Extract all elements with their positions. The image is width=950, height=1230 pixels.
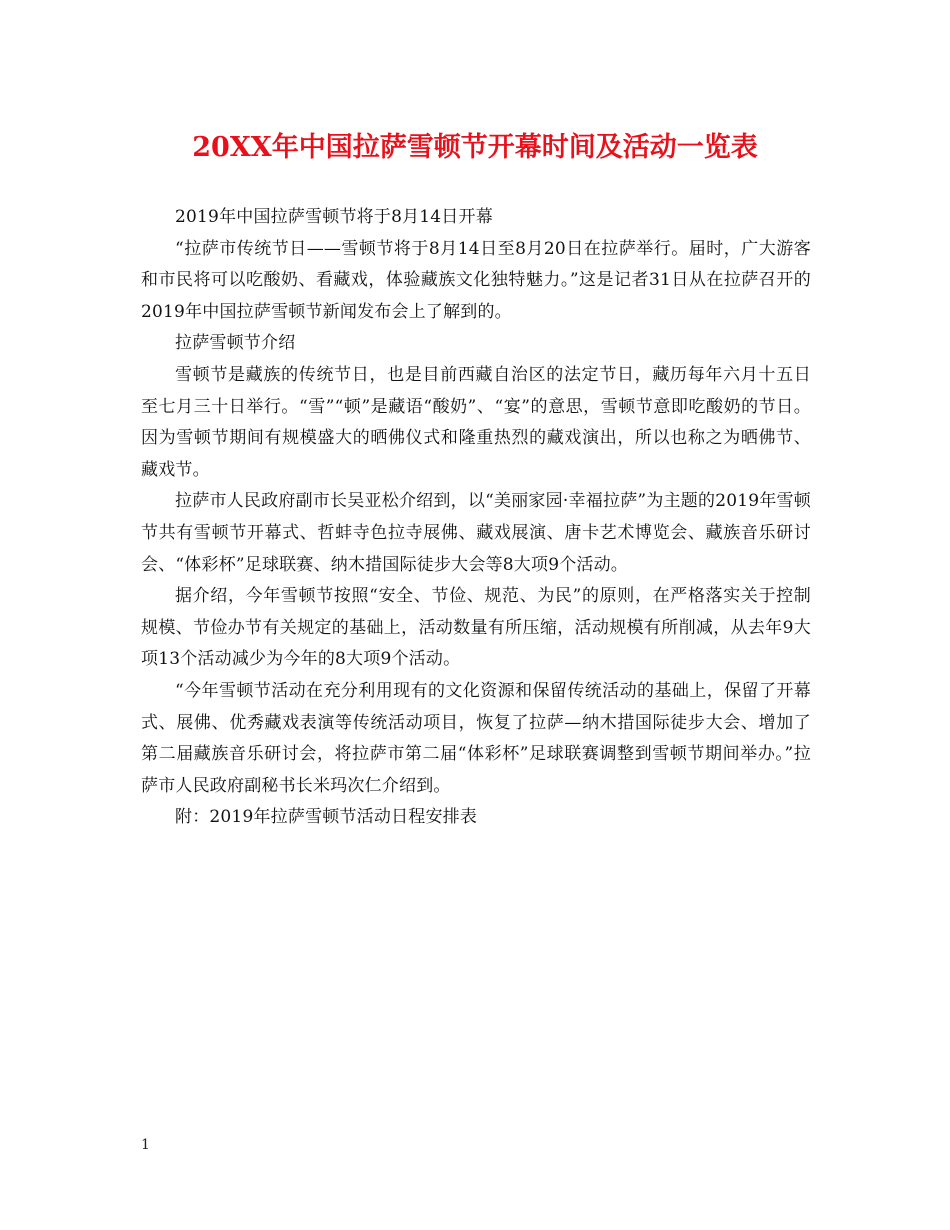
page-number: 1: [141, 1137, 150, 1153]
paragraph-6: “今年雪顿节活动在充分利用现有的文化资源和保留传统活动的基础上，保留了开幕式、展佛、优秀藏戏表演等传统活动项目，恢复了拉萨—纳木措国际徒步大会、增加了第二届藏族音乐研讨会，将拉萨市第二届“体彩杯”足球联赛调整到雪顿节期间举办。”拉萨市人民政府副秘书长米玛次仁介绍到。: [141, 680, 811, 796]
paragraph-4: 拉萨市人民政府副市长吴亚松介绍到，以“美丽家园·幸福拉萨”为主题的2019年雪顿节共有雪顿节开幕式、哲蚌寺色拉寺展佛、藏戏展演、唐卡艺术博览会、藏族音乐研讨会、“体彩杯”足球联赛、纳木措国际徒步大会等8大项9个活动。: [141, 491, 811, 575]
paragraph-5: 据介绍，今年雪顿节按照“安全、节俭、规范、为民”的原则，在严格落实关于控制规模、节俭办节有关规定的基础上，活动数量有所压缩，活动规模有所削减，从去年9大项13个活动减少为今年的8大项9个活动。: [141, 586, 811, 670]
section-heading-introduction: 拉萨雪顿节介绍: [175, 333, 296, 354]
document-title: 20XX年中国拉萨雪顿节开幕时间及活动一览表: [192, 132, 758, 163]
paragraph-3: 雪顿节是藏族的传统节日，也是目前西藏自治区的法定节日，藏历每年六月十五日至七月三十日举行。“雪”“顿”是藏语“酸奶”、“宴”的意思，雪顿节意即吃酸奶的节日。因为雪顿节期间有规模盛大的晒佛仪式和隆重热烈的藏戏演出，所以也称之为晒佛节、藏戏节。: [141, 364, 811, 480]
document-body: [141, 202, 811, 834]
paragraph-2: “拉萨市传统节日——雪顿节将于8月14日至8月20日在拉萨举行。届时，广大游客和市民将可以吃酸奶、看藏戏，体验藏族文化独特魅力。”这是记者31日从在拉萨召开的2019年中国拉萨雪顿节新闻发布会上了解到的。: [141, 238, 811, 322]
paragraph-1: 2019年中国拉萨雪顿节将于8月14日开幕: [175, 207, 493, 227]
appendix-note: 附：2019年拉萨雪顿节活动日程安排表: [175, 807, 478, 828]
